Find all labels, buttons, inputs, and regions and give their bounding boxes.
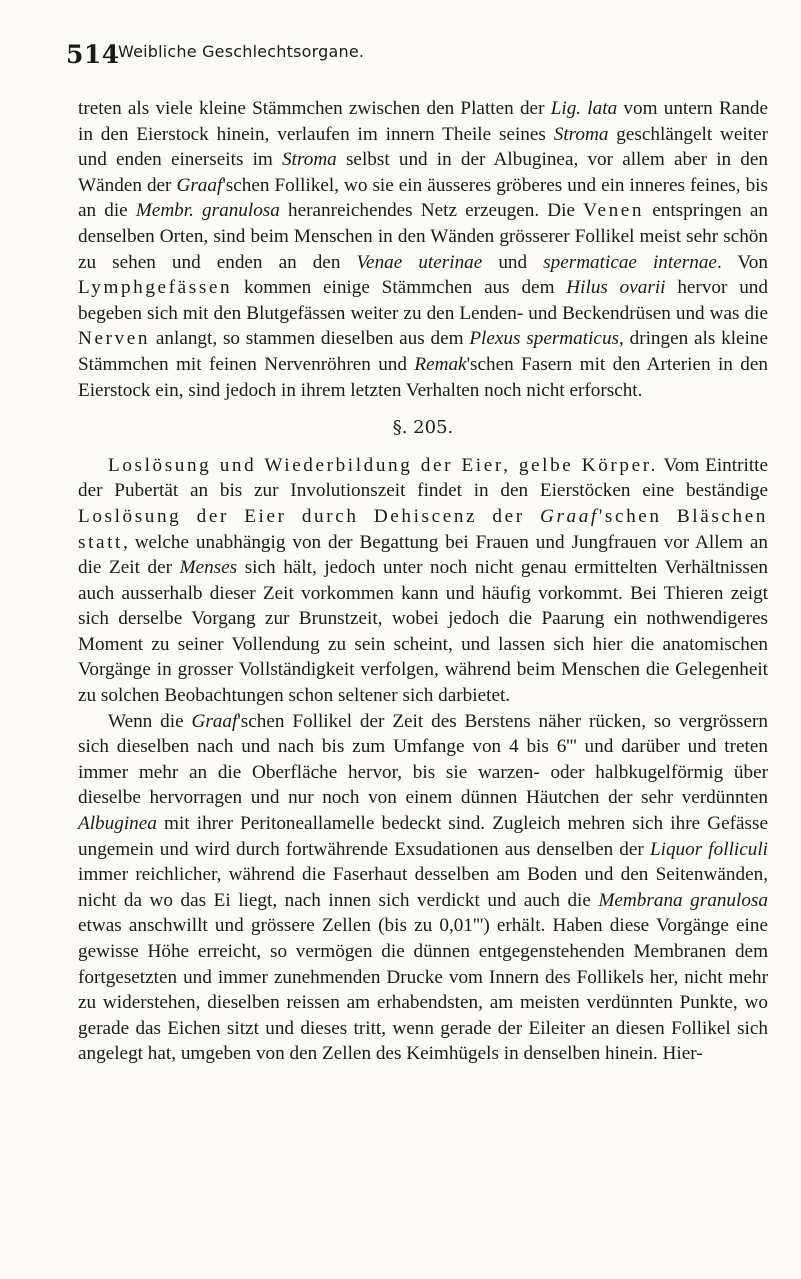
italic-term: Stroma — [553, 123, 609, 145]
text-run: Wenn die — [108, 710, 192, 732]
text-run: etwas anschwillt und grössere Zellen (bis zu 0,01''') erhält. Haben diese Vorgänge eine gewisse Höhe erreicht, so vermögen die dünnen entgegenstehenden Membranen dem fortgesetzten und immer zunehmenden Drucke vom Innern des Follikels her, nicht mehr zu widerstehen, dieselben reissen am erhabendsten, am meisten verdünnten Punkte, wo gerade das Eichen sitzt und dieses tritt, wenn gerade der Eileiter an diesen Follikel sich angelegt hat, umgeben von den Zellen des Keimhügels in denselben hinein. Hier- — [78, 915, 768, 1065]
text-run: Vom Eintritte der Pubertät an bis zur Involutionszeit findet in den Eierstöcken eine beständige — [78, 454, 768, 502]
text-run: mit ihrer Peritoneallamelle bedeckt sind. Zugleich mehren sich ihre Gefässe ungemein und wird durch fortwährende Exsudationen aus denselben der — [78, 813, 768, 860]
text-run: . Von — [716, 251, 768, 273]
page-number: 514 — [66, 40, 120, 69]
text-run: 'schen Fasern mit den Arterien in den Eierstock ein, sind jedoch in ihrem letzten Verhalten noch nicht erforscht. — [78, 353, 768, 401]
italic-term: Lig. lata — [550, 98, 618, 119]
section-heading: §. 205. — [392, 417, 454, 439]
text-run: sich hält, jedoch unter noch nicht genau ermittelten Verhältnissen auch ausserhalb dieser Zeit vorkommen kann und häufig vorkommt. Bei Thieren zeigt sich derselbe Vorgang zur Brunstzeit, wobei jedoch die Paarung ein nothwendigeres Moment zu seiner Vollendung zu sein scheint, und lassen sich hier die anatomischen Vorgänge in grosser Vollständigkeit verfolgen, während beim Menschen die Gelegenheit zu solchen Beobachtungen schon seltener sich darbietet. — [78, 557, 768, 707]
text-run: geschlängelt weiter und enden einerseits im — [78, 123, 768, 171]
text-run: 'schen Follikel der Zeit des Berstens näher rücken, so vergrössern sich dieselben nach und nach bis zum Umfange von 4 bis 6''' und darüber und treten immer mehr an die Oberfläche hervor, bis sie warzen- oder halbkugelförmig über dieselbe hervorragen und nur noch von einem dünnen Häutchen der sehr verdünnten — [78, 710, 768, 809]
italic-term: Remak — [414, 353, 467, 375]
text-run: anlangt, so stammen dieselben aus dem — [150, 328, 470, 350]
italic-term: Albuginea — [78, 813, 157, 835]
italic-term: Stroma — [282, 149, 337, 171]
text-run: , welche unabhängig von der Begattung bei Frauen und Jungfrauen vor Allem an die Zeit der — [78, 531, 768, 579]
spaced-term: Lymphgefässen — [78, 277, 233, 299]
italic-term: Graaf — [176, 174, 223, 196]
text-run: selbst und in der Albuginea, vor allem aber in den Wänden der — [78, 149, 769, 196]
italic-term: Menses — [179, 557, 238, 579]
text-run: vom untern Rande in den Eierstock hinein, verlaufen im innern Theile seines — [78, 98, 769, 145]
text-run: heranreichendes Netz erzeugen. Die — [279, 200, 584, 222]
paragraph-vessels-nerves — [78, 96, 768, 403]
text-run: und — [482, 251, 544, 273]
text-run: treten als viele kleine Stämmchen zwischen den Platten der — [78, 98, 551, 119]
italic-term: Graaf — [191, 710, 238, 732]
italic-term: Venae uterinae — [356, 251, 483, 273]
body-text — [78, 96, 768, 1067]
italic-term: Hilus ovarii — [566, 277, 666, 299]
spaced-term: 'schen Bläschen statt — [78, 505, 769, 553]
text-run: immer reichlicher, während die Faserhaut desselben am Boden und den Seitenwänden, nicht da wo das Ei liegt, nach innen sich verdickt und auch die — [78, 864, 768, 911]
text-run: kommen einige Stämmchen aus dem — [232, 277, 567, 299]
spaced-term: Loslösung der Eier durch Dehiscenz der — [78, 505, 540, 527]
running-title: Weibliche Geschlechtsorgane. — [118, 42, 365, 61]
italic-term: Plexus spermaticus — [469, 328, 620, 350]
paragraph-follikel — [78, 709, 768, 1067]
text-run: entspringen an denselben Orten, sind beim Menschen in den Wänden grösserer Follikel meist sehr schön zu sehen und enden an den — [78, 200, 768, 273]
italic-term: spermaticae internae — [543, 251, 717, 273]
italic-term: Liquor folliculi — [649, 838, 768, 860]
italic-term: Membr. granulosa — [135, 200, 280, 222]
paragraph-loslosung — [78, 453, 768, 709]
italic-term: Graaf — [540, 505, 599, 527]
text-run: hervor und begeben sich mit den Blutgefässen weiter zu den Lenden- und Beckendrüsen und was die — [78, 277, 768, 324]
text-run: 'schen Follikel, wo sie ein äusseres gröberes und ein inneres feines, bis an die — [78, 174, 768, 222]
spaced-term: Nerven — [78, 328, 151, 350]
page-header — [66, 40, 766, 80]
italic-term: Membrana granulosa — [598, 889, 768, 911]
spaced-heading: Loslösung und Wiederbildung der Eier, gelbe Körper. — [108, 454, 659, 476]
text-run: , dringen als kleine Stämmchen mit feinen Nervenröhren und — [78, 328, 769, 375]
spaced-term: Venen — [583, 200, 645, 222]
